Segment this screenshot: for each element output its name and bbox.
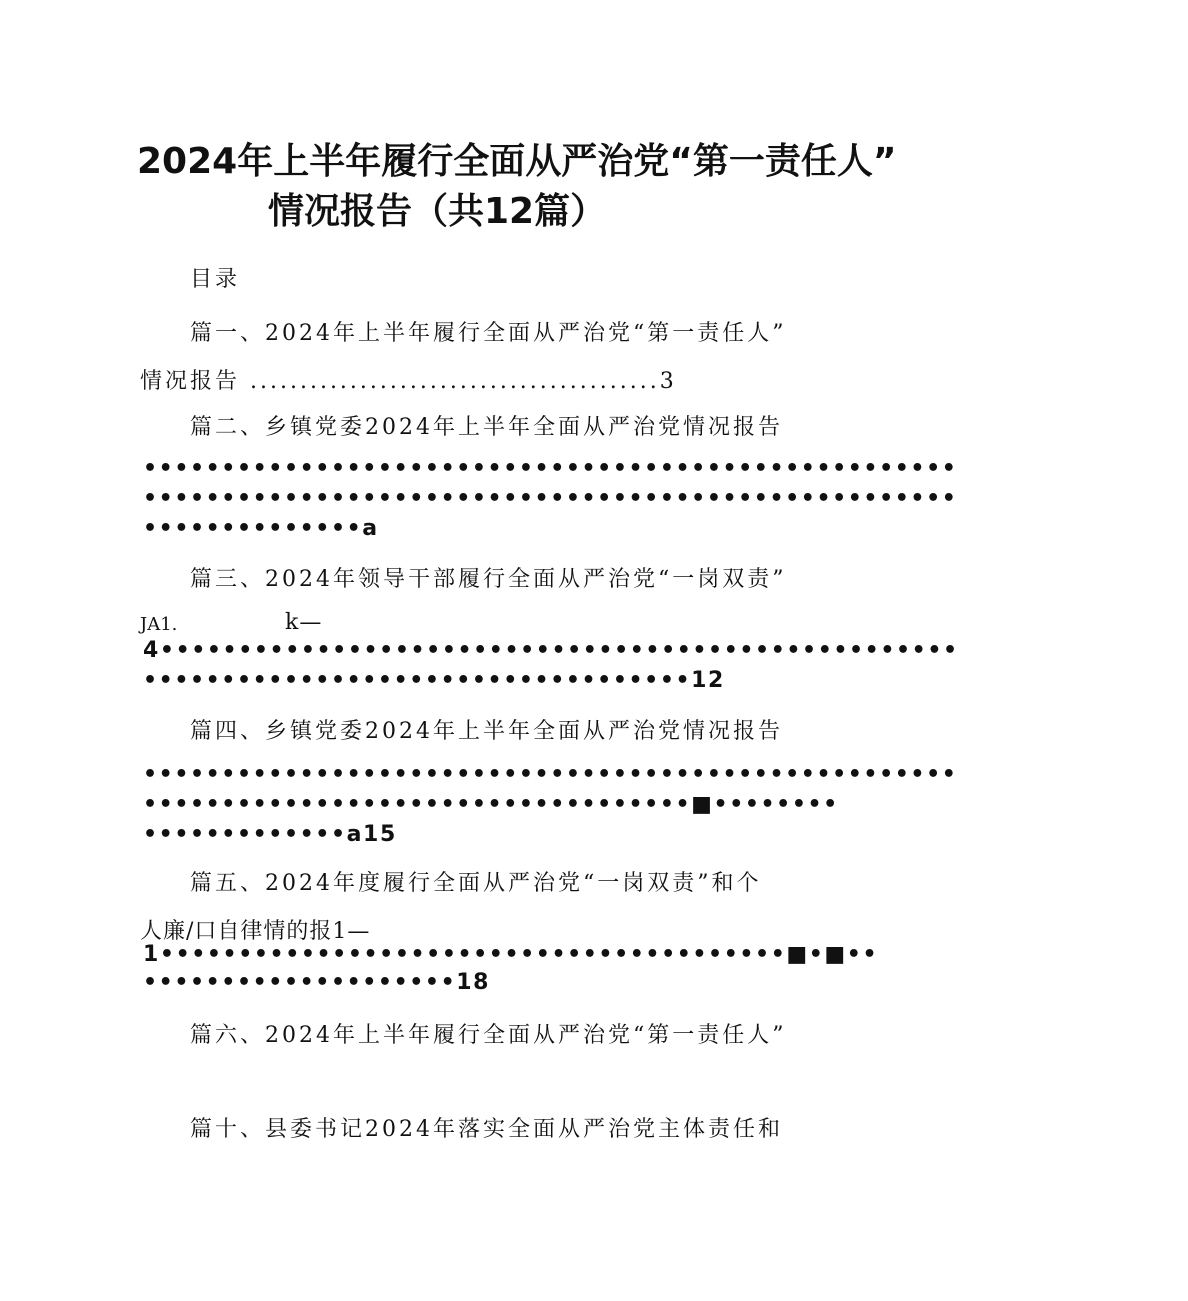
toc-entry-2-dots-2: •••••••••••••••••••••••••••••••••••••••••••••••••••• xyxy=(143,486,958,511)
toc-entry-5-title[interactable]: 篇五、2024年度履行全面从严治党“一岗双责”和个 xyxy=(190,871,762,896)
toc-entry-10-title[interactable]: 篇十、县委书记2024年落实全面从严治党主体责任和 xyxy=(190,1117,783,1142)
doc-title-line1: 2024年上半年履行全面从严治党“第一责任人” xyxy=(137,141,897,182)
toc-entry-5-dots-2: ••••••••••••••••••••18 xyxy=(143,970,491,995)
toc-entry-3-fragment-2: k— xyxy=(285,610,323,635)
doc-title-line2: 情况报告（共12篇） xyxy=(268,191,607,232)
toc-entry-1-leader[interactable]: 情况报告 .........................................3 xyxy=(140,369,677,394)
toc-entry-2-title[interactable]: 篇二、乡镇党委2024年上半年全面从严治党情况报告 xyxy=(190,415,783,440)
toc-entry-3-fragment-1: JA1. xyxy=(140,614,178,635)
toc-entry-3-title[interactable]: 篇三、2024年领导干部履行全面从严治党“一岗双责” xyxy=(190,567,787,592)
toc-entry-3-dots-2: •••••••••••••••••••••••••••••••••••12 xyxy=(143,668,725,693)
toc-entry-3-dots-1: 4••••••••••••••••••••••••••••••••••••••••••••••••••• xyxy=(143,638,959,663)
toc-entry-2-dots-1: •••••••••••••••••••••••••••••••••••••••••••••••••••• xyxy=(143,456,958,481)
toc-heading: 目录 xyxy=(190,267,241,292)
toc-entry-1-title[interactable]: 篇一、2024年上半年履行全面从严治党“第一责任人” xyxy=(190,321,787,346)
toc-entry-5-dots-1: 1••••••••••••••••••••••••••••••••••••••••■•■•• xyxy=(143,942,879,967)
toc-entry-4-dots-1: •••••••••••••••••••••••••••••••••••••••••••••••••••• xyxy=(143,762,958,787)
toc-entry-4-title[interactable]: 篇四、乡镇党委2024年上半年全面从严治党情况报告 xyxy=(190,719,783,744)
toc-entry-2-dots-3: ••••••••••••••a xyxy=(143,516,379,541)
toc-entry-4-dots-2: •••••••••••••••••••••••••••••••••••■•••••••• xyxy=(143,792,839,817)
toc-entry-6-title[interactable]: 篇六、2024年上半年履行全面从严治党“第一责任人” xyxy=(190,1023,787,1048)
toc-entry-4-dots-3: •••••••••••••a15 xyxy=(143,822,397,847)
toc-entry-5-line2[interactable]: 人廉/口自律情的报1— xyxy=(140,919,371,944)
